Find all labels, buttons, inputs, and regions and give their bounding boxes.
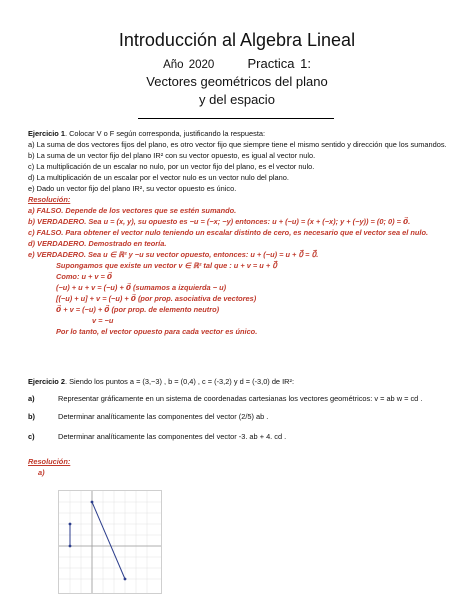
exercise-1-item: d) La multiplicación de un escalar por el vector nulo es un vector nulo del plano. <box>28 173 289 182</box>
item-key: c) <box>28 432 35 441</box>
point-a <box>124 578 127 581</box>
answer-e: e) VERDADERO. Sea u ∈ ℝ² y −u su vector opuesto, entonces: u + (−u) = u + 0⃗ = 0⃗. <box>28 250 319 259</box>
exercise-2-item-c <box>28 432 448 441</box>
subtitle-line-2: y del espacio <box>199 92 275 107</box>
proof-line: 0⃗ + v = (−u) + 0⃗ (por prop. de elemento neutro) <box>56 305 220 314</box>
year-practice-row <box>0 56 474 71</box>
exercise-2-label: Ejercicio 2 <box>28 377 65 386</box>
item-key: a) <box>28 394 35 403</box>
title-rule <box>138 118 334 119</box>
resolution-2 <box>28 456 448 478</box>
exercise-1-item: a) La suma de dos vectores fijos del plano, es otro vector fijo que siempre tiene el mismo sentido y dirección que los sumandos. <box>28 140 447 149</box>
exercise-1-item: b) La suma de un vector fijo del plano IR² con su vector opuesto, es igual al vector nulo. <box>28 151 316 160</box>
proof-line: Como: u + v = 0⃗ <box>56 272 113 281</box>
year-label: Año 2020 <box>163 59 215 71</box>
vector-graph <box>58 490 162 594</box>
subtitle-line-1: Vectores geométricos del plano <box>146 74 328 89</box>
answer-d: d) VERDADERO. Demostrado en teoría. <box>28 239 167 248</box>
exercise-1 <box>28 128 448 337</box>
resolution-2-part-a: a) <box>38 468 45 477</box>
proof-line: Supongamos que existe un vector v ∈ ℝ² tal que : u + v = u + 0⃗ <box>56 261 277 270</box>
item-text: Representar gráficamente en un sistema de coordenadas cartesianas los vectores geométricos: v = ab w = cd . <box>58 394 423 403</box>
proof-line: [(−u) + u] + v = (−u) + 0⃗ (por prop. asociativa de vectores) <box>56 294 257 303</box>
resolution-1-label: Resolución: <box>28 195 71 204</box>
proof-line: (−u) + u + v = (−u) + 0⃗ (sumamos a izquierda − u) <box>56 283 227 292</box>
item-text: Determinar analíticamente las componentes del vector -3. ab + 4. cd . <box>58 432 287 441</box>
exercise-2-item-a <box>28 394 448 403</box>
proof-conclusion: Por lo tanto, el vector opuesto para cada vector es único. <box>56 327 258 336</box>
resolution-2-label: Resolución: <box>28 457 71 466</box>
exercise-1-label: Ejercicio 1 <box>28 129 65 138</box>
point-b <box>91 501 94 504</box>
item-key: b) <box>28 412 35 421</box>
exercise-2-intro: . Siendo los puntos a = (3,−3) , b = (0,4) , c = (-3,2) y d = (-3,0) de IR²: <box>64 377 294 386</box>
exercise-1-heading <box>28 128 448 139</box>
answer-a: a) FALSO. Depende de los vectores que se estén sumando. <box>28 206 237 215</box>
exercise-1-intro: . Colocar V o F según corresponda, justificando la respuesta: <box>64 129 266 138</box>
item-text: Determinar analíticamente las componentes del vector (2/5) ab . <box>58 412 269 421</box>
graph-grid <box>59 491 161 593</box>
vector-v <box>92 502 125 579</box>
document-title: Introducción al Algebra Lineal <box>118 30 356 50</box>
point-d <box>69 545 72 548</box>
practice-label: Practica 1: <box>247 56 311 71</box>
answer-b: b) VERDADERO. Sea u = (x, y), su opuesto es −u = (−x; −y) entonces: u + (−u) = (x + (−x); y + (−y)) = (0; 0) = 0⃗. <box>28 217 411 226</box>
exercise-1-item: e) Dado un vector fijo del plano IR², su vector opuesto es único. <box>28 184 237 193</box>
proof-line: v = −u <box>92 316 114 325</box>
point-c <box>69 523 72 526</box>
exercise-1-item: c) La multiplicación de un escalar no nulo, por un vector fijo del plano, es el vector nulo. <box>28 162 315 171</box>
answer-c: c) FALSO. Para obtener el vector nulo teniendo un escalar distinto de cero, es necesario que el vector sea el nulo. <box>28 228 429 237</box>
exercise-2-item-b <box>28 412 448 421</box>
exercise-2-heading <box>28 376 448 387</box>
